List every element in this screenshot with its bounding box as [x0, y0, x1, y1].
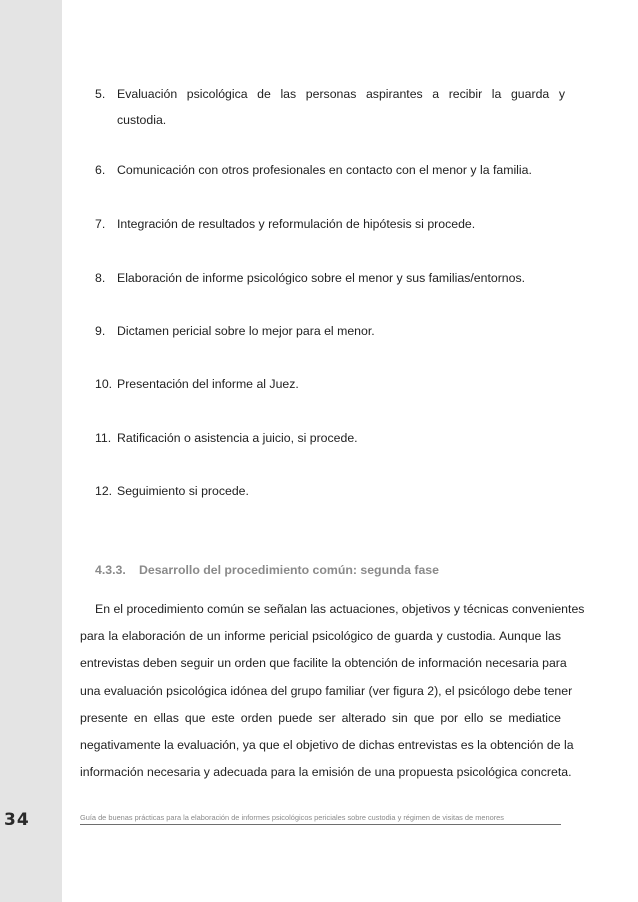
list-item-number: 12.	[95, 484, 113, 498]
list-item-number: 11.	[95, 431, 112, 445]
list-item-number: 5.	[95, 87, 106, 101]
paragraph-line: para la elaboración de un informe pericial psicológico de guarda y custodia. Aunque las	[80, 629, 561, 644]
page-number: 34	[4, 810, 30, 830]
section-heading	[95, 560, 565, 580]
list-item-text: Presentación del informe al Juez.	[117, 377, 299, 391]
list-item	[95, 157, 565, 183]
list-item	[95, 211, 565, 237]
list-item	[95, 371, 565, 397]
list-item	[95, 265, 565, 291]
list-item-number: 9.	[95, 324, 106, 338]
paragraph-line: información necesaria y adecuada para la emisión de una propuesta psicológica concreta.	[80, 765, 572, 780]
left-margin-band	[0, 0, 62, 902]
paragraph-line: En el procedimiento común se señalan las actuaciones, objetivos y técnicas convenientes	[95, 602, 585, 616]
list-item-number: 7.	[95, 217, 106, 231]
body-paragraph	[80, 596, 585, 786]
paragraph-line: negativamente la evaluación, ya que el objetivo de dichas entrevistas es la obtención de la	[80, 737, 574, 752]
running-footer: Guía de buenas prácticas para la elaboración de informes psicológicos periciales sobre custodia y régimen de visitas de menores	[80, 813, 504, 822]
list-item-number: 6.	[95, 163, 106, 177]
list-item-text: Seguimiento si procede.	[117, 484, 249, 498]
footer-rule	[80, 824, 561, 825]
list-item	[95, 318, 565, 344]
list-item-number: 8.	[95, 271, 106, 285]
list-item-number: 10.	[95, 377, 113, 391]
list-item	[95, 478, 565, 504]
paragraph-line: entrevistas deben seguir un orden que facilite la obtención de información necesaria para	[80, 656, 567, 671]
list-item-text: Evaluación psicológica de las personas aspirantes a recibir la guarda y	[117, 87, 565, 101]
list-item-text: Elaboración de informe psicológico sobre el menor y sus familias/entornos.	[117, 271, 526, 285]
list-item-text: Ratificación o asistencia a juicio, si procede.	[117, 431, 358, 445]
list-item-text-continued: custodia.	[117, 113, 167, 127]
paragraph-line: presente en ellas que este orden puede ser alterado sin que por ello se mediatice	[80, 710, 561, 725]
section-number: 4.3.3.	[95, 563, 126, 577]
list-item-text: Dictamen pericial sobre lo mejor para el menor.	[117, 324, 375, 338]
list-item	[95, 425, 565, 451]
section-title: Desarrollo del procedimiento común: segunda fase	[139, 563, 439, 577]
list-item-text: Comunicación con otros profesionales en contacto con el menor y la familia.	[117, 163, 532, 177]
list-item	[95, 81, 565, 133]
list-item-text: Integración de resultados y reformulación de hipótesis si procede.	[117, 217, 476, 231]
paragraph-line: una evaluación psicológica idónea del grupo familiar (ver figura 2), el psicólogo debe tener	[80, 683, 573, 698]
